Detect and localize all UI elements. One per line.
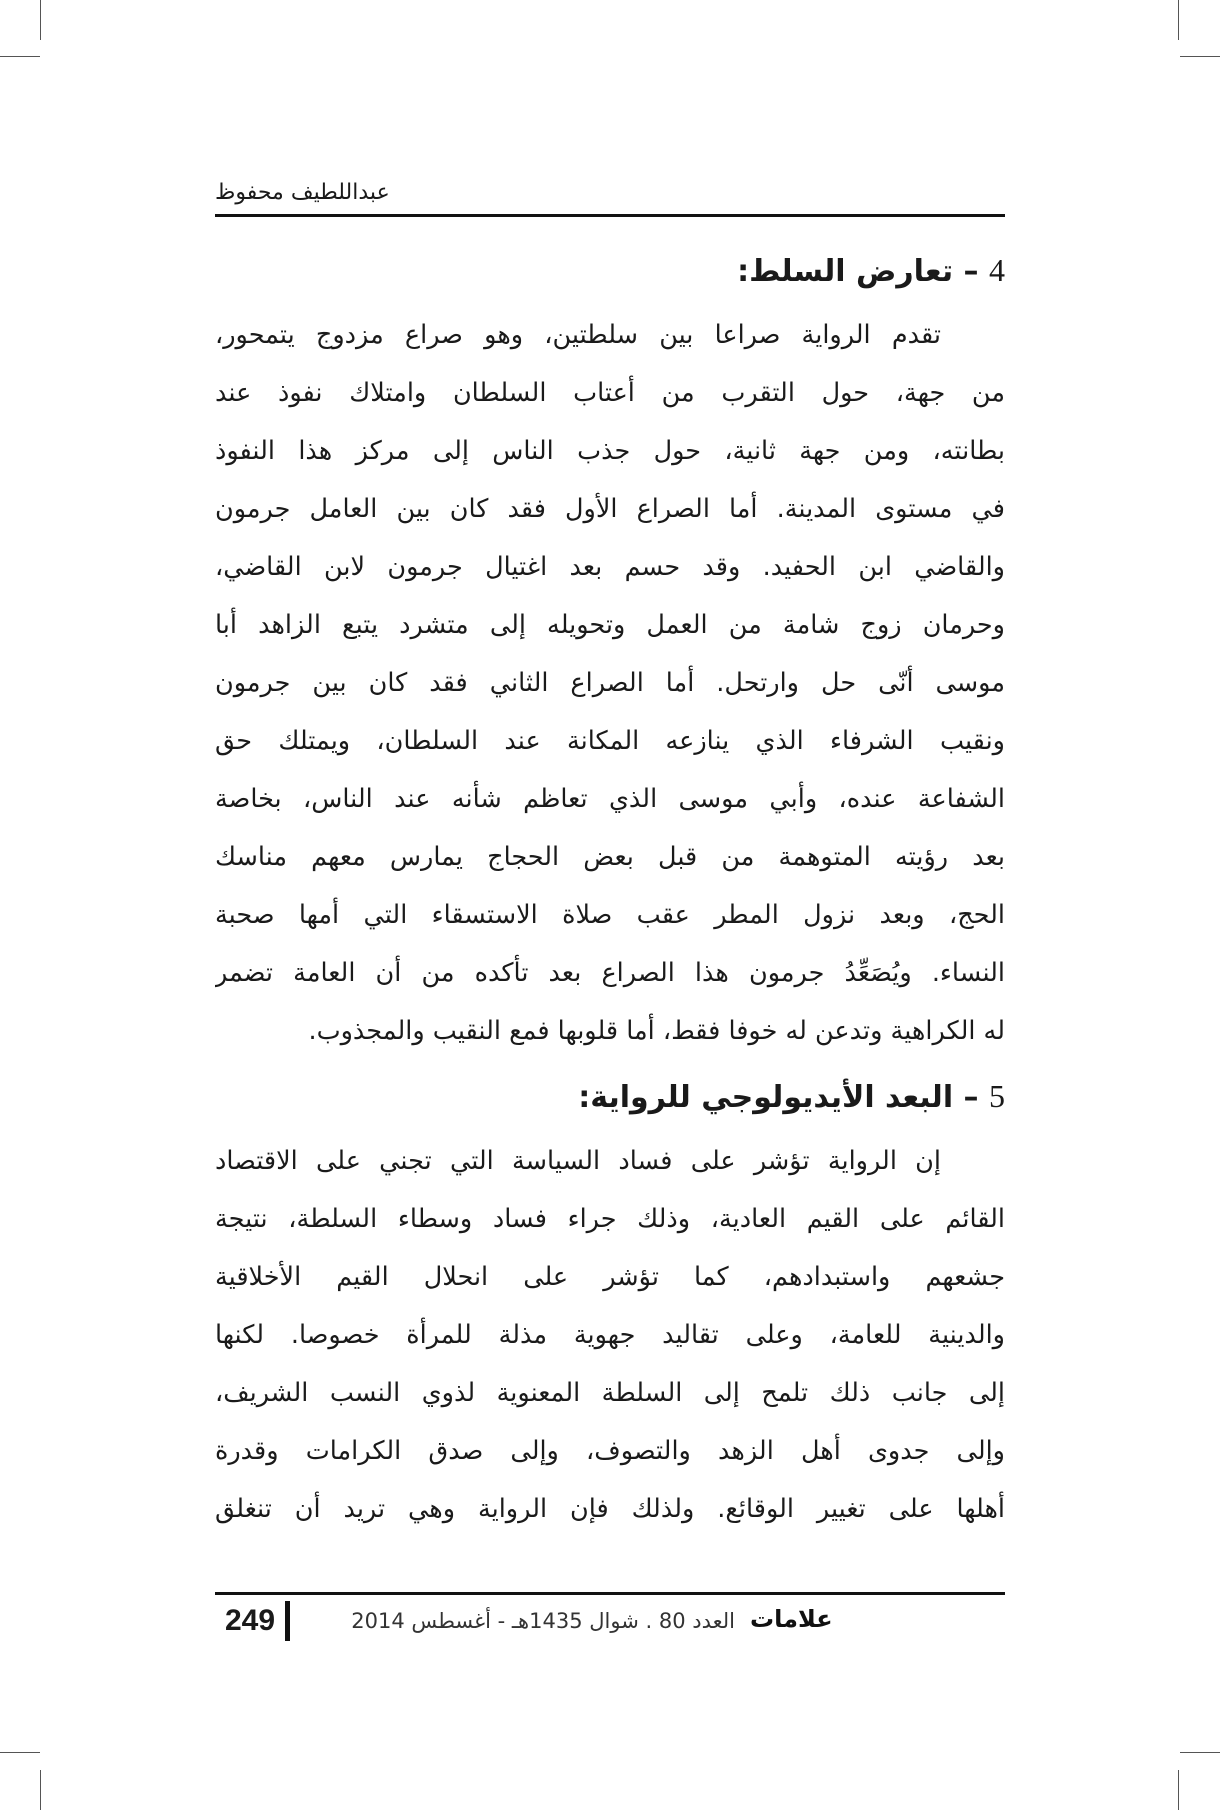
author-name: عبداللطيف محفوظ (215, 180, 390, 205)
crop-mark (40, 1770, 41, 1810)
text-line: والدينية للعامة، وعلى تقاليد جهوية مذلة للمرأة خصوصا. لكنها (215, 1320, 1005, 1350)
running-header (215, 178, 1005, 217)
text-line: إلى جانب ذلك تلمح إلى السلطة المعنوية لذوي النسب الشريف، (215, 1378, 1005, 1408)
section-title: – تعارض السلط: (737, 254, 989, 289)
text-line: من جهة، حول التقرب من أعتاب السلطان وامتلاك نفوذ عند (215, 378, 1005, 408)
crop-mark (1180, 1752, 1220, 1753)
crop-mark (1180, 56, 1220, 57)
text-line: وحرمان زوج شامة من العمل وتحويله إلى متشرد يتبع الزاهد أبا (215, 610, 1005, 640)
text-line: جشعهم واستبدادهم، كما تؤشر على انحلال القيم الأخلاقية (215, 1262, 1005, 1292)
section-number: 5 (989, 1078, 1005, 1114)
section-heading (215, 248, 1005, 296)
journal-logo: علامات (750, 1605, 833, 1633)
paragraph (215, 306, 1005, 1060)
text-line: تقدم الرواية صراعا بين سلطتين، وهو صراع مزدوج يتمحور، (215, 320, 941, 350)
footer-divider (285, 1601, 290, 1641)
issue-info: العدد 80 . شوال 1435هـ - أغسطس 2014 (351, 1609, 735, 1633)
paragraph (215, 1132, 1005, 1538)
text-line: الحج، وبعد نزول المطر عقب صلاة الاستسقاء التي أمها صحبة (215, 900, 1005, 930)
page-body (215, 248, 1005, 1538)
section-title: – البعد الأيديولوجي للرواية: (578, 1080, 989, 1115)
crop-mark (1178, 0, 1179, 40)
text-line: موسى أنّى حل وارتحل. أما الصراع الثاني فقد كان بين جرمون (215, 668, 1005, 698)
crop-mark (0, 1752, 40, 1753)
crop-mark (40, 0, 41, 40)
text-line: بعد رؤيته المتوهمة من قبل بعض الحجاج يمارس معهم مناسك (215, 842, 1005, 872)
text-line: القائم على القيم العادية، وذلك جراء فساد وسطاء السلطة، نتيجة (215, 1204, 1005, 1234)
section-number: 4 (989, 252, 1005, 288)
page-footer (215, 1592, 1005, 1645)
crop-mark (1178, 1770, 1179, 1810)
text-line: وإلى جدوى أهل الزهد والتصوف، وإلى صدق الكرامات وقدرة (215, 1436, 1005, 1466)
crop-mark (0, 56, 40, 57)
text-line: ونقيب الشرفاء الذي ينازعه المكانة عند السلطان، ويمتلك حق (215, 726, 1005, 756)
text-line: أهلها على تغيير الوقائع. ولذلك فإن الرواية وهي تريد أن تنغلق (215, 1494, 1005, 1524)
text-line: الشفاعة عنده، وأبي موسى الذي تعاظم شأنه عند الناس، بخاصة (215, 784, 1005, 814)
text-line: النساء. ويُصَعِّدُ جرمون هذا الصراع بعد تأكده من أن العامة تضمر (215, 958, 1005, 988)
text-line: والقاضي ابن الحفيد. وقد حسم بعد اغتيال جرمون لابن القاضي، (215, 552, 1005, 582)
page-number: 249 (225, 1604, 276, 1637)
text-line: بطانته، ومن جهة ثانية، حول جذب الناس إلى مركز هذا النفوذ (215, 436, 1005, 466)
section-heading (215, 1074, 1005, 1122)
text-line: في مستوى المدينة. أما الصراع الأول فقد كان بين العامل جرمون (215, 494, 1005, 524)
text-line: له الكراهية وتدعن له خوفا فقط، أما قلوبها فمع النقيب والمجذوب. (308, 1016, 1005, 1046)
text-line: إن الرواية تؤشر على فساد السياسة التي تجني على الاقتصاد (215, 1146, 941, 1176)
